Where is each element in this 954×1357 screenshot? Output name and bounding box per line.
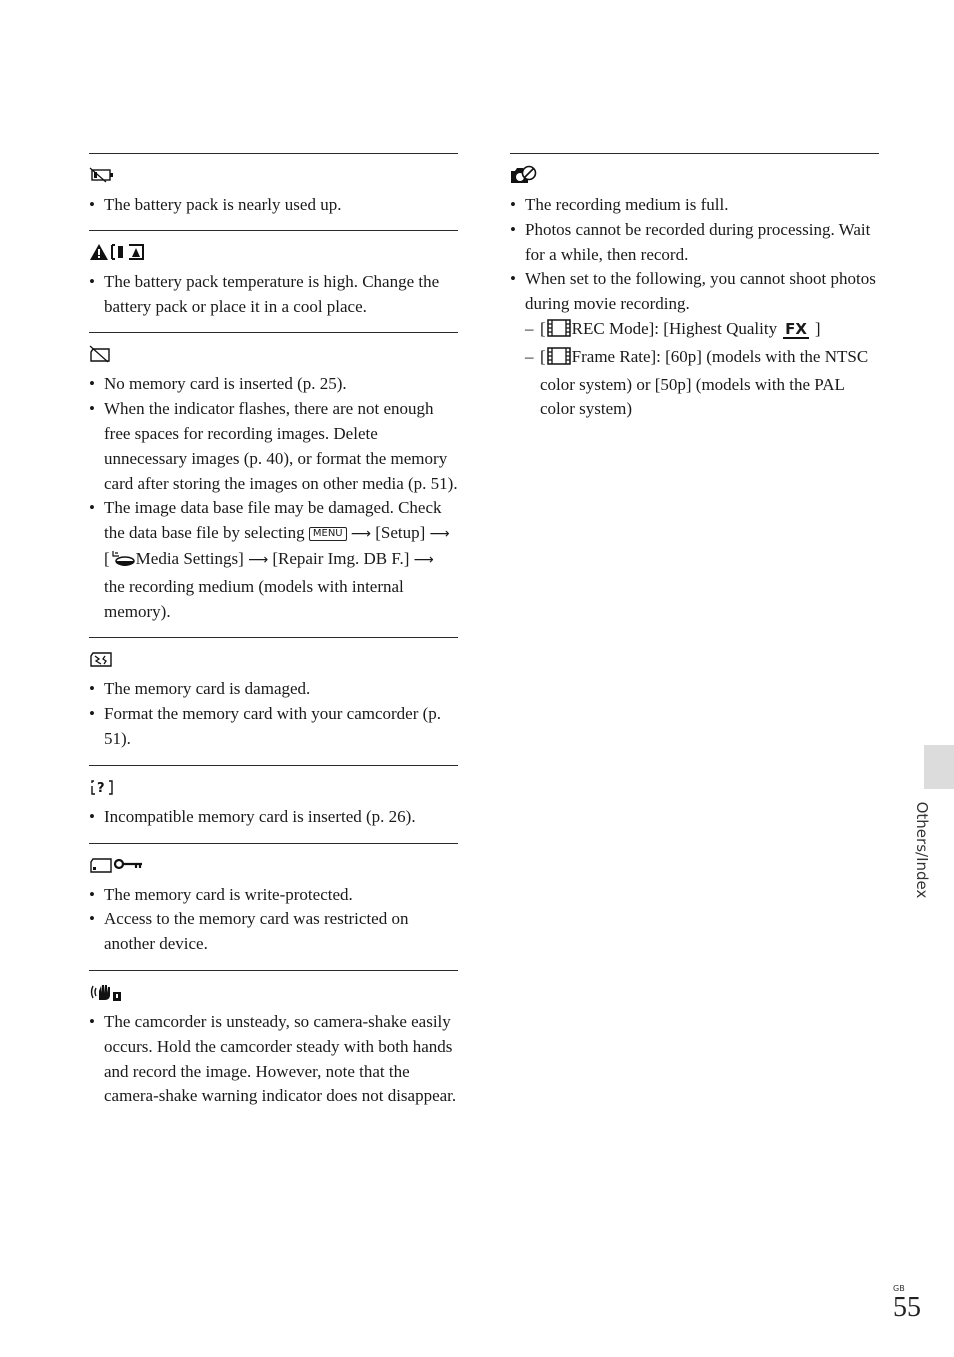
list-item: • Access to the memory card was restricted on another device. — [89, 907, 458, 957]
memory-card-damaged-icon — [89, 649, 458, 669]
page-number: 55 — [893, 1292, 921, 1323]
warning-section-no-memory-card — [89, 332, 458, 637]
movie-film-icon — [546, 319, 572, 345]
arrow-icon: ⟶ — [350, 526, 371, 543]
camera-shake-warning-icon — [89, 982, 458, 1002]
db-text-1: The image data base file may be damaged. Check the data base file by selecting — [104, 498, 442, 543]
movie-film-icon — [546, 347, 572, 373]
arrow-icon: ⟶ — [248, 551, 269, 568]
region-code: GB — [893, 1284, 905, 1293]
svg-text:?: ? — [97, 780, 105, 796]
list-item: • The battery pack temperature is high. Change the battery pack or place it in a cool place. — [89, 270, 458, 320]
list-item-text: When set to the following, you cannot shoot photos during movie recording. — [525, 269, 876, 314]
page-footer — [893, 1284, 933, 1322]
warning-section-battery-low — [89, 153, 458, 230]
menu-button-icon: MENU — [309, 527, 347, 541]
media-settings-icon — [110, 549, 136, 575]
db-text-5: [Repair Img. DB F.] — [272, 548, 410, 568]
no-memory-card-icon — [89, 344, 458, 364]
battery-low-icon — [89, 165, 458, 185]
frame-rate-label: Frame Rate]: [60p] (models with the NTSC color system) or [50p] (models with the PAL color system) — [540, 346, 869, 419]
list-item: • The memory card is damaged. — [89, 677, 458, 702]
bracket-open: [ — [540, 318, 546, 338]
db-text-4: Media Settings] — [135, 548, 244, 568]
list-item-repair-database — [89, 496, 458, 624]
arrow-icon: ⟶ — [413, 551, 434, 568]
list-item: • Photos cannot be recorded during processing. Wait for a while, then record. — [510, 218, 879, 268]
list-item: • Format the memory card with your camcorder (p. 51). — [89, 702, 458, 752]
left-column — [89, 153, 458, 1109]
fx-quality-icon: FX — [785, 319, 807, 338]
arrow-icon: ⟶ — [429, 526, 450, 543]
db-text-2: [Setup] — [375, 523, 426, 543]
warning-section-camera-shake — [89, 970, 458, 1109]
warning-section-battery-temperature — [89, 230, 458, 333]
list-item: • When the indicator flashes, there are not enough free spaces for recording images. Delete unnecessary images (p. 40), or format the memory card after storing the images on other media (p. 51). — [89, 397, 458, 496]
list-item: • The battery pack is nearly used up. — [89, 193, 458, 218]
db-text-6: the recording medium (models with internal memory). — [104, 576, 404, 621]
warning-section-write-protected — [89, 843, 458, 970]
rec-mode-label: REC Mode]: [Highest Quality — [571, 318, 778, 338]
section-label: Others/Index — [913, 801, 931, 899]
memory-card-write-protected-icon — [89, 855, 458, 875]
db-text-3: [ — [104, 548, 110, 568]
list-item: • No memory card is inserted (p. 25). — [89, 372, 458, 397]
list-item: • Incompatible memory card is inserted (p. 26). — [89, 805, 458, 830]
bracket-open: [ — [540, 346, 546, 366]
warning-section-photo-recording — [510, 153, 879, 422]
right-column — [510, 153, 879, 422]
list-item: • The camcorder is unsteady, so camera-shake easily occurs. Hold the camcorder steady with both hands and record the image. However, note that the camera-shake warning indicator does not disappear. — [89, 1010, 458, 1109]
warning-section-memory-card-incompatible — [89, 765, 458, 843]
sub-list — [525, 317, 879, 422]
list-item: • The recording medium is full. — [510, 193, 879, 218]
list-item: • The memory card is write-protected. — [89, 883, 458, 908]
battery-temperature-warning-icon — [89, 242, 458, 262]
sub-list-item — [525, 317, 879, 345]
warning-section-memory-card-damaged — [89, 637, 458, 764]
sub-list-item — [525, 345, 879, 422]
photo-recording-unavailable-icon — [510, 165, 879, 185]
bracket-close: ] — [814, 318, 821, 338]
list-item — [510, 267, 879, 422]
memory-card-incompatible-icon — [89, 777, 458, 797]
